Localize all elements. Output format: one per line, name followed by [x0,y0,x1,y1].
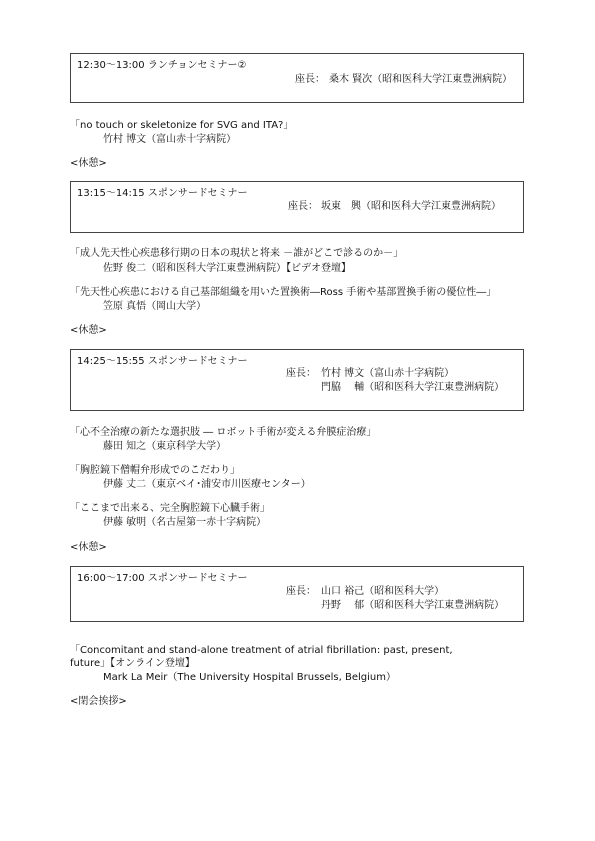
session-time: 13:15～14:15 スポンサードセミナー [77,188,248,199]
session-time: 16:00～17:00 スポンサードセミナー [77,573,248,584]
talk-speaker: 藤田 知之（東京科学大学） [103,441,227,452]
session-time: 12:30～13:00 ランチョンセミナー② [77,60,247,71]
chair-name: 山口 裕己（昭和医科大学） [321,586,445,597]
talk-speaker: 伊藤 丈二（東京ベイ･浦安市川医療センター） [103,479,311,490]
chair-label: 座長： [286,368,316,379]
chair-label: 座長： [288,201,318,212]
chair-name: 坂東 興（昭和医科大学江東豊洲病院） [321,201,501,212]
chair-name: 門脇 輔（昭和医科大学江東豊洲病院） [321,382,505,393]
talk-title: 「先天性心疾患における自己基部組織を用いた置換術―Ross 手術や基部置換手術の優位性―」 [70,287,497,298]
talk-title: 「胸腔鏡下僧帽弁形成でのこだわり」 [70,465,240,476]
session-box-1 [70,53,524,103]
closing-label: <閉会挨拶> [70,696,127,707]
talk-title: 「心不全治療の新たな選択肢 ― ロボット手術が変える弁膜症治療」 [70,427,377,438]
talk-title: 「no touch or skeletonize for SVG and ITA?」 [70,120,294,131]
talk-title: 「ここまで出来る、完全胸腔鏡下心臓手術」 [70,503,270,514]
chair-name: 桑木 賢次（昭和医科大学江東豊洲病院） [329,74,513,85]
chair-label: 座長： [295,74,325,85]
chair-name: 丹野 郁（昭和医科大学江東豊洲病院） [321,600,505,611]
session-time: 14:25～15:55 スポンサードセミナー [77,356,248,367]
break-label: <休憩> [70,158,107,169]
talk-speaker: 伊藤 敏明（名古屋第一赤十字病院） [103,517,267,528]
talk-title-continued: future」【オンライン登壇】 [70,658,195,669]
session-box-2 [70,181,524,233]
talk-speaker: 佐野 俊二（昭和医科大学江東豊洲病院）【ビデオ登壇】 [103,263,351,274]
chair-name: 竹村 博文（富山赤十字病院） [321,368,455,379]
session-box-3 [70,349,524,411]
talk-speaker: Mark La Meir（The University Hospital Brussels, Belgium） [103,672,396,683]
talk-title: 「成人先天性心疾患移行期の日本の現状と将来 －誰がどこで診るのか－」 [70,248,404,259]
break-label: <休憩> [70,325,107,336]
talk-title: 「Concomitant and stand-alone treatment of atrial fibrillation: past, present, [70,645,453,656]
chair-label: 座長： [286,586,316,597]
talk-speaker: 笠原 真悟（岡山大学） [103,301,207,312]
talk-speaker: 竹村 博文（富山赤十字病院） [103,134,237,145]
session-box-4 [70,566,524,622]
break-label: <休憩> [70,542,107,553]
